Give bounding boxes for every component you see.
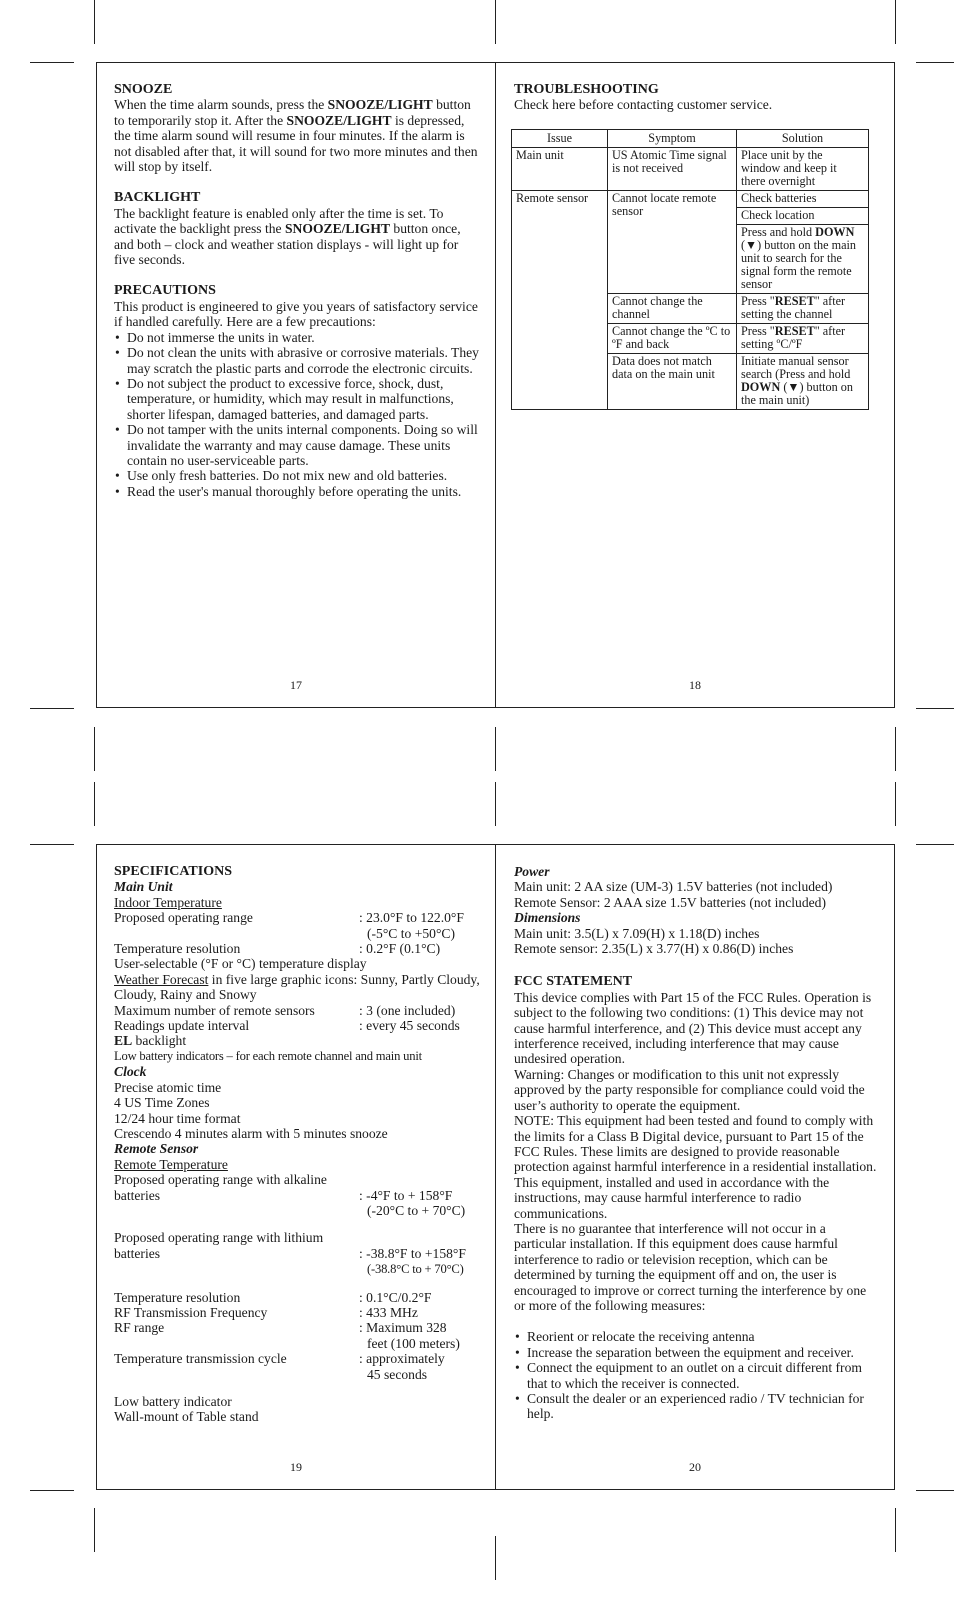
symptom-cell: Cannot change the ºC to ºF and back (608, 323, 737, 353)
spec-label: Temperature resolution (114, 1289, 241, 1305)
bold-text: SNOOZE/LIGHT (327, 97, 433, 113)
spec-row (114, 1246, 481, 1278)
spec-label: RF Transmission Frequency (114, 1304, 268, 1320)
page-number: 17 (290, 678, 302, 692)
text: (-38.8°C to + 70°C) (367, 1262, 464, 1277)
backlight-text (114, 206, 481, 268)
text: The backlight feature is enabled only after the time is set. To activate the backlight press the (114, 205, 444, 237)
spec-row (114, 1018, 481, 1033)
text: Press and hold (741, 224, 816, 239)
spec-value (359, 910, 481, 941)
spec-label: batteries (114, 1187, 161, 1203)
sheet-bottom (96, 844, 895, 1490)
list-item: • Use only fresh batteries. Do not mix new and old batteries. (114, 468, 481, 483)
solution-cell: Place unit by the window and keep it there overnight (737, 147, 869, 190)
text: : 23.0°F to 122.0°F (359, 910, 464, 926)
spec-value: : 3 (one included) (359, 1002, 456, 1018)
solution-cell (737, 323, 869, 353)
text: in five large graphic icons: Sunny, Partly Cloudy, Cloudy, Rainy and Snowy (114, 971, 480, 1003)
spec-line: 12/24 hour time format (114, 1110, 241, 1126)
crop-mark (495, 1536, 496, 1580)
precautions-list (114, 330, 481, 499)
text: : Maximum 328 (359, 1320, 447, 1336)
spec-label: Temperature transmission cycle (114, 1351, 287, 1367)
crop-mark (495, 0, 496, 44)
text: (-5°C to +50°C) (367, 925, 456, 941)
symptom-cell: Data does not match data on the main unit (608, 353, 737, 409)
spacer (114, 1382, 481, 1394)
solution-cell: Check batteries (737, 190, 869, 207)
fcc-paragraph: Warning: Changes or modification to this unit not expressly approved by the party responsible for compliance could void the user’s authority to operate the equipment. (514, 1066, 865, 1113)
crop-mark (94, 727, 95, 771)
text: : approximately (359, 1351, 445, 1367)
spec-label: batteries (114, 1245, 161, 1261)
spec-row (114, 1320, 481, 1351)
list-item: • Connect the equipment to an outlet on a circuit different from that to which the receiver is connected. (514, 1360, 880, 1391)
specifications-title: SPECIFICATIONS (114, 864, 232, 879)
fcc-paragraph: This device complies with Part 15 of the FCC Rules. Operation is subject to the following two conditions: (1) This device may not cause harmful interference, and (2) This device must accept any interference received, including interference that may cause undesired operation. (514, 989, 872, 1067)
spec-line: Proposed operating range with lithium (114, 1230, 324, 1246)
bold-text: DOWN (815, 224, 855, 239)
indoor-temperature-heading: Indoor Temperature (114, 894, 222, 910)
crop-mark (30, 844, 74, 845)
text: 45 seconds (367, 1366, 428, 1382)
list-item: • Do not subject the product to excessive force, shock, dust, temperature, or humidity, which may result in malfunctions, shorter lifespan, damaged batteries, and damaged parts. (114, 376, 481, 422)
text: Press " (741, 293, 775, 308)
symptom-cell: Cannot locate remote sensor (608, 190, 737, 293)
spec-line: Low battery indicators – for each remote channel and main unit (114, 1048, 422, 1063)
spec-line: Low battery indicator (114, 1394, 232, 1409)
spec-label: RF range (114, 1320, 165, 1336)
table-header-row (512, 129, 869, 147)
bold-text: DOWN (741, 379, 781, 394)
spec-line: Main unit: 2 AA size (UM-3) 1.5V batteries (not included) (514, 879, 833, 895)
spec-line: Wall-mount of Table stand (114, 1409, 259, 1425)
text: (-20°C to + 70°C) (367, 1202, 466, 1218)
symptom-cell: Cannot change the channel (608, 293, 737, 323)
spec-label: Maximum number of remote sensors (114, 1002, 315, 1018)
list-item: • Do not immerse the units in water. (114, 330, 481, 345)
list-item: • Do not clean the units with abrasive or corrosive materials. They may scratch the plastic parts and corrode the electronic circuits. (114, 345, 481, 376)
crop-mark (916, 844, 954, 845)
crop-mark (94, 0, 95, 44)
text: : -38.8°F to +158°F (359, 1245, 466, 1261)
spec-value: : 0.1°C/0.2°F (359, 1289, 432, 1305)
column-header-symptom: Symptom (608, 129, 737, 147)
spec-line: Proposed operating range with alkaline (114, 1172, 327, 1188)
text: (▼) button on the main unit to search for the signal form the remote sensor (741, 237, 856, 291)
backlight-section (114, 190, 481, 267)
list-item: • Consult the dealer or an experienced radio / TV technician for help. (514, 1391, 880, 1422)
spacer (114, 1278, 481, 1290)
crop-mark (916, 1490, 954, 1491)
precautions-intro: This product is engineered to give you years of satisfactory service if handled carefully. Here are a few precautions: (114, 298, 478, 330)
text: " after setting the channel (741, 293, 846, 321)
text: button to temporarily stop it. After the (114, 97, 471, 128)
issue-cell: Main unit (512, 147, 608, 190)
backlight-title: BACKLIGHT (114, 190, 201, 206)
page-19 (97, 845, 496, 1489)
crop-mark (895, 1508, 896, 1552)
spec-value (359, 1320, 481, 1351)
bold-text: SNOOZE/LIGHT (285, 221, 391, 237)
troubleshooting-table (511, 129, 869, 410)
dimensions-heading: Dimensions (514, 910, 581, 926)
spacer (514, 956, 880, 974)
spacer (114, 1218, 481, 1230)
spec-line: Main unit: 3.5(L) x 7.09(H) x 1.18(D) inches (514, 925, 760, 941)
crop-mark (94, 782, 95, 826)
list-item: • Do not tamper with the units internal components. Doing so will invalidate the warranty and may cause damage. These units contain no user-serviceable parts. (114, 422, 481, 468)
clock-heading: Clock (114, 1064, 147, 1080)
text: Press " (741, 323, 775, 338)
table-row (512, 147, 869, 190)
solution-cell (737, 293, 869, 323)
page-20 (496, 845, 894, 1489)
spec-label: Temperature resolution (114, 941, 241, 957)
fcc-measures-list (514, 1329, 880, 1421)
page-17 (97, 63, 496, 707)
page-number: 20 (689, 1460, 701, 1474)
remote-temperature-heading: Remote Temperature (114, 1156, 228, 1172)
precautions-section (114, 283, 481, 499)
spec-line: 4 US Time Zones (114, 1095, 210, 1111)
spec-value (359, 1188, 481, 1219)
solution-cell: Check location (737, 207, 869, 224)
list-item: • Increase the separation between the equipment and receiver. (514, 1345, 880, 1360)
crop-mark (916, 708, 954, 709)
text: backlight (132, 1033, 187, 1049)
column-header-issue: Issue (512, 129, 608, 147)
spec-row (114, 1188, 481, 1219)
spec-line: Crescendo 4 minutes alarm with 5 minutes snooze (114, 1125, 388, 1141)
spec-row (114, 1003, 481, 1018)
crop-mark (30, 1490, 74, 1491)
power-heading: Power (514, 864, 550, 879)
spec-line: Remote sensor: 2.35(L) x 3.77(H) x 0.86(D) inches (514, 941, 794, 957)
fcc-title: FCC STATEMENT (514, 974, 633, 990)
spec-line: Remote Sensor: 2 AAA size 1.5V batteries (not included) (514, 894, 826, 910)
main-unit-heading: Main Unit (114, 879, 173, 895)
issue-cell: Remote sensor (512, 190, 608, 409)
symptom-cell: US Atomic Time signal is not received (608, 147, 737, 190)
crop-mark (895, 727, 896, 771)
spec-value (359, 1351, 481, 1382)
text: feet (100 meters) (367, 1335, 460, 1351)
spec-value: : 0.2°F (0.1°C) (359, 941, 441, 957)
spec-line: Precise atomic time (114, 1079, 222, 1095)
text: is depressed, the time alarm sound will resume in four minutes. If the alarm is not disabled after that, it will sound for two more minutes and then will stop by itself. (114, 112, 478, 175)
snooze-title: SNOOZE (114, 82, 173, 97)
list-item: • Read the user's manual thoroughly before operating the units. (114, 484, 481, 499)
page-18 (496, 63, 894, 707)
fcc-paragraph: There is no guarantee that interference will not occur in a particular installation. If this equipment does cause harmful interference to radio or television reception, which can be determined by turning the equipment off and on, the user is encouraged to improve or correct turning the interference by one or more of the following measures: (514, 1220, 867, 1313)
precautions-title: PRECAUTIONS (114, 283, 216, 299)
snooze-text (114, 97, 481, 174)
spec-value: : every 45 seconds (359, 1018, 460, 1034)
list-item: • Reorient or relocate the receiving antenna (514, 1329, 880, 1344)
spec-value: : 433 MHz (359, 1304, 418, 1320)
crop-mark (30, 708, 74, 709)
spec-row (114, 1351, 481, 1382)
text: When the time alarm sounds, press the (114, 97, 328, 113)
el-backlight-line (114, 1033, 481, 1048)
solution-cell (737, 224, 869, 293)
bold-text: RESET (774, 293, 815, 308)
spec-line: User-selectable (°F or °C) temperature display (114, 956, 367, 972)
crop-mark (495, 782, 496, 826)
spec-row (114, 910, 481, 941)
weather-forecast-line (114, 972, 481, 1003)
fcc-paragraph: NOTE: This equipment had been tested and found to comply with the limits for a Class B Digital device, pursuant to Part 15 of the FCC Rules. These limits are designed to provide reasonable protection against harmful interference in a residential installation. This equipment, installed and used in accordance with the instructions, may cause harmful interference to radio communications. (514, 1113, 877, 1221)
page-number: 18 (689, 678, 701, 692)
crop-mark (895, 782, 896, 826)
spec-row (114, 1305, 481, 1320)
sheet-top (96, 62, 895, 708)
column-header-solution: Solution (737, 129, 869, 147)
spacer (514, 1313, 880, 1329)
crop-mark (495, 727, 496, 771)
crop-mark (916, 62, 954, 63)
crop-mark (895, 0, 896, 44)
snooze-section (114, 82, 481, 174)
text: : -4°F to + 158°F (359, 1187, 453, 1203)
spec-row (114, 1290, 481, 1305)
text: button once, and both – clock and weather station displays - will light up for five seconds. (114, 221, 461, 268)
remote-sensor-heading: Remote Sensor (114, 1141, 199, 1157)
spec-label: Proposed operating range (114, 910, 253, 926)
troubleshooting-intro: Check here before contacting customer service. (514, 97, 773, 113)
spec-value (359, 1246, 481, 1278)
page-number: 19 (290, 1460, 302, 1474)
spec-row (114, 941, 481, 956)
text: Initiate manual sensor search (Press and hold (741, 353, 851, 381)
text: (▼) button on the main unit) (741, 379, 853, 407)
crop-mark (94, 1508, 95, 1552)
text: " after setting ºC/ºF (741, 323, 846, 351)
text: Weather Forecast (114, 971, 209, 987)
troubleshooting-title: TROUBLESHOOTING (514, 82, 659, 97)
crop-mark (30, 62, 74, 63)
bold-text: EL (114, 1033, 133, 1049)
spec-label: Readings update interval (114, 1018, 250, 1034)
bold-text: SNOOZE/LIGHT (286, 112, 392, 128)
solution-cell (737, 353, 869, 409)
bold-text: RESET (774, 323, 815, 338)
table-row (512, 190, 869, 207)
